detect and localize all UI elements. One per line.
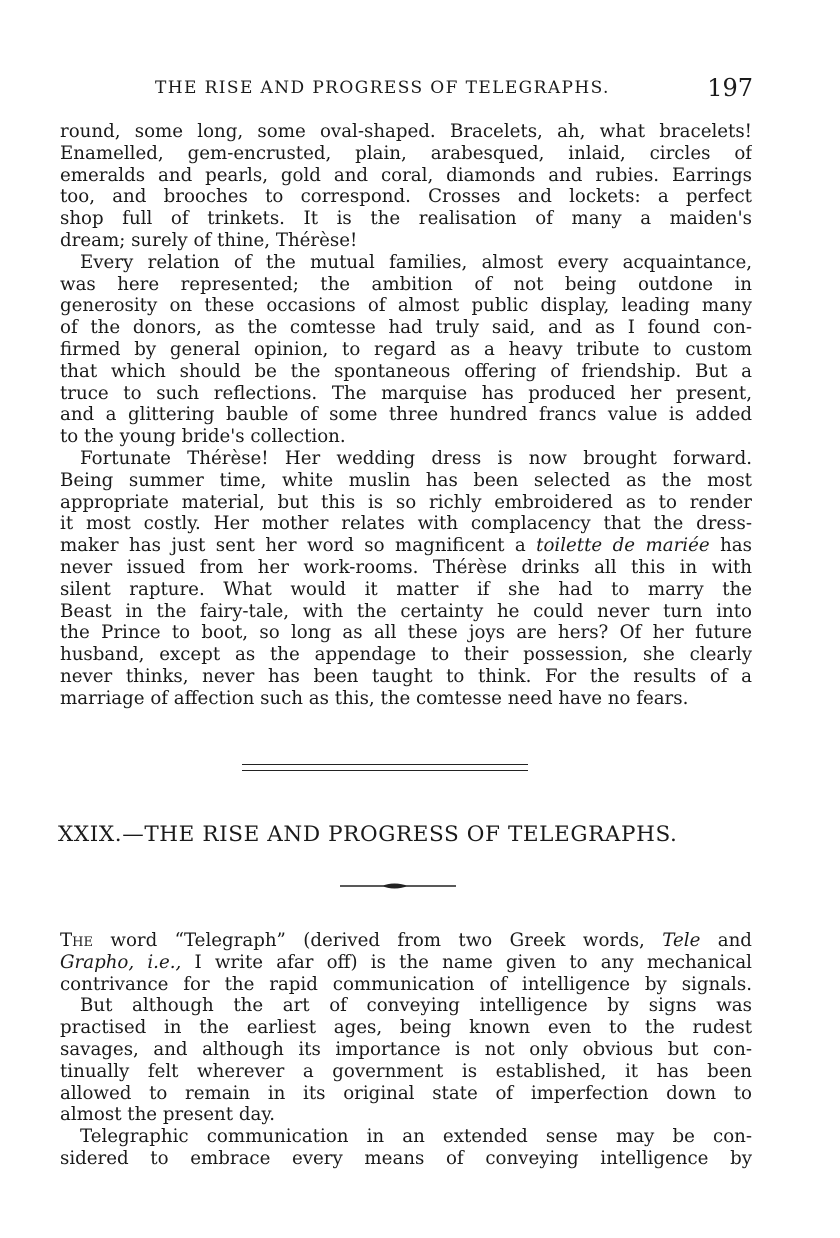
continued-text-block xyxy=(60,121,752,710)
text-line: dream; surely of thine, Thérèse! xyxy=(60,229,358,251)
text-line: tinually felt wherever a government is established, it has been xyxy=(60,1060,752,1082)
text-line: the Prince to boot, so long as all these joys are hers? Of her future xyxy=(60,622,752,644)
text-line: that which should be the spontaneous offering of friendship. But a xyxy=(60,360,752,382)
text-line: truce to such reflections. The marquise has produced her present, xyxy=(60,382,752,404)
text-line: never issued from her work-rooms. Thérèse drinks all this in with xyxy=(60,556,752,578)
text-line xyxy=(60,930,752,952)
text-line: shop full of trinkets. It is the realisation of many a maiden's xyxy=(60,208,752,230)
text-segment: word “Telegraph” (derived from two Greek words, xyxy=(110,930,645,951)
small-caps-opening: The xyxy=(60,930,93,951)
text-segment: maker has just sent her word so magnificent a xyxy=(60,535,526,557)
text-line: sidered to embrace every means of conveying intelligence by xyxy=(60,1147,752,1169)
text-line: But although the art of conveying intelligence by signs was xyxy=(80,995,752,1017)
section-divider xyxy=(242,764,528,771)
text-line xyxy=(60,535,752,557)
text-line: Telegraphic communication in an extended sense may be con- xyxy=(80,1126,752,1148)
text-line: of the donors, as the comtesse had truly said, and as I found con- xyxy=(60,317,752,339)
text-segment: I write afar off) is the name given to any mechanical xyxy=(194,951,752,973)
text-line: Enamelled, gem-encrusted, plain, arabesqued, inlaid, circles of xyxy=(60,142,752,164)
italic-word: Grapho, i.e., xyxy=(60,951,182,973)
text-line: it most costly. Her mother relates with complacency that the dress- xyxy=(60,513,752,535)
running-header xyxy=(155,74,755,106)
text-segment: has xyxy=(720,535,752,557)
italic-phrase: toilette de mariée xyxy=(536,535,710,557)
text-line: Being summer time, white muslin has been selected as the most xyxy=(60,469,752,491)
text-line: never thinks, never has been taught to think. For the results of a xyxy=(60,665,752,687)
chapter-heading: XXIX.—THE RISE AND PROGRESS OF TELEGRAPHS. xyxy=(58,822,678,847)
text-line xyxy=(60,952,752,974)
text-line: contrivance for the rapid communication of intelligence by signals. xyxy=(60,973,752,995)
text-line: Beast in the fairy-tale, with the certainty he could never turn into xyxy=(60,600,752,622)
text-line: round, some long, some oval-shaped. Bracelets, ah, what bracelets! xyxy=(60,121,752,142)
text-line: too, and brooches to correspond. Crosses and lockets: a perfect xyxy=(60,186,752,208)
text-line: firmed by general opinion, to regard as a heavy tribute to custom xyxy=(60,338,752,360)
text-line: silent rapture. What would it matter if she had to marry the xyxy=(60,578,752,600)
text-segment: and xyxy=(717,930,752,951)
italic-word: Tele xyxy=(662,930,701,951)
text-line: to the young bride's collection. xyxy=(60,426,346,448)
page-number: 197 xyxy=(707,74,753,102)
text-line: and a glittering bauble of some three hundred francs value is added xyxy=(60,404,752,426)
running-title: THE RISE AND PROGRESS OF TELEGRAPHS. xyxy=(155,78,610,98)
text-line: husband, except as the appendage to their possession, she clearly xyxy=(60,644,752,666)
text-line: appropriate material, but this is so richly embroidered as to render xyxy=(60,491,752,513)
chapter-text-block xyxy=(60,930,752,1170)
ornament-divider-icon xyxy=(338,880,458,892)
text-line: emeralds and pearls, gold and coral, diamonds and rubies. Earrings xyxy=(60,164,752,186)
text-line: allowed to remain in its original state of imperfection down to xyxy=(60,1082,752,1104)
text-line: was here represented; the ambition of not being outdone in xyxy=(60,273,752,295)
text-line: marriage of affection such as this, the comtesse need have no fears. xyxy=(60,687,689,709)
text-line: practised in the earliest ages, being known even to the rudest xyxy=(60,1017,752,1039)
text-line: almost the present day. xyxy=(60,1104,275,1126)
text-line: Fortunate Thérèse! Her wedding dress is now brought forward. xyxy=(80,447,752,469)
text-line: generosity on these occasions of almost public display, leading many xyxy=(60,295,752,317)
text-line: savages, and although its importance is not only obvious but con- xyxy=(60,1038,752,1060)
text-line: Every relation of the mutual families, almost every acquaintance, xyxy=(80,251,752,273)
